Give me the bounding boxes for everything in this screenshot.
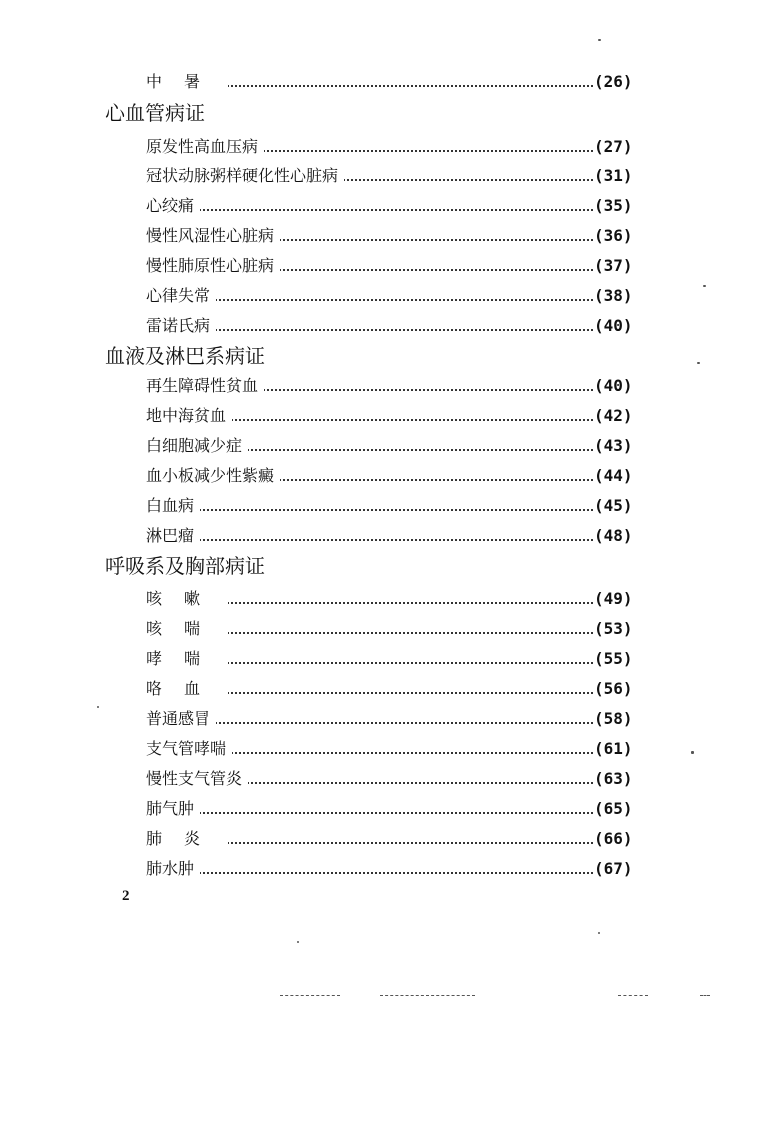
entry-title: 哮喘: [146, 649, 228, 669]
scan-speck: [297, 941, 299, 943]
entry-title: 咯血: [146, 679, 228, 699]
entry-page-number: (63): [594, 769, 633, 788]
entry-page-number: (27): [594, 137, 633, 156]
toc-entry: [0, 856, 777, 882]
entry-page-number: (44): [594, 466, 633, 485]
scan-speck: [703, 285, 706, 287]
entry-title: 中暑: [146, 72, 228, 92]
toc-entry: [0, 433, 777, 459]
entry-title: 心绞痛: [146, 196, 200, 216]
entry-page-number: (67): [594, 859, 633, 878]
entry-page-number: (65): [594, 799, 633, 818]
entry-title: 地中海贫血: [146, 406, 232, 426]
toc-entry: [0, 134, 777, 160]
dot-leader: [150, 872, 593, 874]
entry-title: 心律失常: [146, 286, 216, 306]
entry-title: 白血病: [146, 496, 200, 516]
entry-page-number: (48): [594, 526, 633, 545]
entry-page-number: (66): [594, 829, 633, 848]
entry-page-number: (53): [594, 619, 633, 638]
entry-page-number: (40): [594, 316, 633, 335]
dot-leader: [150, 209, 593, 211]
scan-speck: [598, 932, 600, 934]
entry-title: 慢性肺原性心脏病: [146, 256, 280, 276]
entry-title: 肺气肿: [146, 799, 200, 819]
toc-entry: [0, 373, 777, 399]
toc-entry: [0, 223, 777, 249]
scan-speck: [598, 39, 601, 41]
toc-section-heading: [0, 100, 777, 126]
entry-title: 慢性支气管炎: [146, 769, 248, 789]
entry-title: 原发性高血压病: [146, 137, 264, 157]
entry-title: 淋巴瘤: [146, 526, 200, 546]
dot-leader: [150, 509, 593, 511]
entry-title: 肺炎: [146, 829, 228, 849]
scan-dash: [618, 995, 648, 997]
entry-page-number: (61): [594, 739, 633, 758]
toc-entry: [0, 736, 777, 762]
entry-title: 冠状动脉粥样硬化性心脏病: [146, 166, 344, 186]
entry-title: 肺水肿: [146, 859, 200, 879]
toc-entry: [0, 69, 777, 95]
toc-entry: [0, 676, 777, 702]
entry-page-number: (37): [594, 256, 633, 275]
toc-entry: [0, 706, 777, 732]
entry-title: 雷诺氏病: [146, 316, 216, 336]
toc-entry: [0, 523, 777, 549]
entry-title: 咳嗽: [146, 589, 228, 609]
section-title: 呼吸系及胸部病证: [105, 554, 265, 578]
entry-title: 白细胞减少症: [146, 436, 248, 456]
entry-page-number: (35): [594, 196, 633, 215]
scan-speck: [691, 751, 694, 754]
dot-leader: [150, 539, 593, 541]
toc-entry: [0, 493, 777, 519]
entry-page-number: (58): [594, 709, 633, 728]
dot-leader: [150, 812, 593, 814]
toc-entry: [0, 646, 777, 672]
scan-speck: [97, 706, 99, 708]
dot-leader: [150, 299, 593, 301]
entry-page-number: (38): [594, 286, 633, 305]
scan-speck: [697, 362, 700, 364]
toc-entry: [0, 616, 777, 642]
scan-dash: [280, 995, 340, 997]
entry-page-number: (42): [594, 406, 633, 425]
scan-dash: [380, 995, 475, 997]
entry-page-number: (31): [594, 166, 633, 185]
entry-page-number: (49): [594, 589, 633, 608]
entry-page-number: (36): [594, 226, 633, 245]
entry-title: 慢性风湿性心脏病: [146, 226, 280, 246]
toc-entry: [0, 403, 777, 429]
toc-entry: [0, 826, 777, 852]
scan-dash: [700, 995, 710, 997]
entry-title: 再生障碍性贫血: [146, 376, 264, 396]
entry-page-number: (26): [594, 72, 633, 91]
toc-entry: [0, 313, 777, 339]
toc-entry: [0, 253, 777, 279]
toc-entry: [0, 766, 777, 792]
entry-title: 支气管哮喘: [146, 739, 232, 759]
entry-page-number: (56): [594, 679, 633, 698]
entry-page-number: (40): [594, 376, 633, 395]
dot-leader: [150, 329, 593, 331]
entry-title: 血小板减少性紫癜: [146, 466, 280, 486]
entry-page-number: (43): [594, 436, 633, 455]
toc-entry: [0, 193, 777, 219]
entry-title: 普通感冒: [146, 709, 216, 729]
toc-entry: [0, 796, 777, 822]
section-title: 心血管病证: [105, 101, 205, 125]
toc-entry: [0, 283, 777, 309]
page-number: 2: [122, 888, 130, 904]
entry-title: 咳喘: [146, 619, 228, 639]
entry-page-number: (45): [594, 496, 633, 515]
toc-entry: [0, 163, 777, 189]
toc-section-heading: [0, 343, 777, 369]
toc-entry: [0, 463, 777, 489]
section-title: 血液及淋巴系病证: [105, 344, 265, 368]
toc-entry: [0, 586, 777, 612]
toc-section-heading: [0, 553, 777, 579]
dot-leader: [150, 722, 593, 724]
entry-page-number: (55): [594, 649, 633, 668]
